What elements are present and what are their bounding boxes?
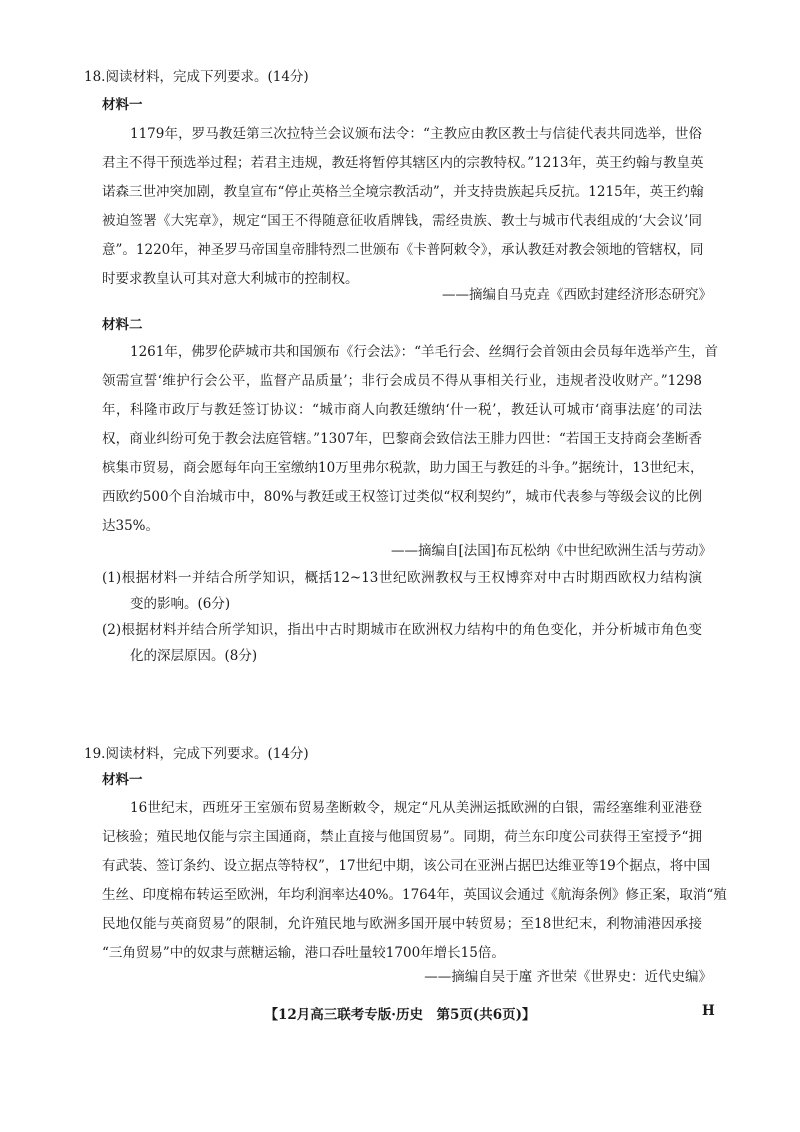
q18-m1-line-3: 诺森三世冲突加剧，教皇宣布“停止英格兰全境宗教活动”，并支持贵族起兵反抗。1215年，英王约翰	[102, 184, 704, 200]
q18-material-2-label: 材料二	[102, 317, 143, 333]
q18-m2-line-3: 年，科隆市政厅与教廷签订协议：“城市商人向教廷缴纳‘什一税’，教廷认可城市‘商事法庭’的司法	[102, 402, 702, 418]
q19-m1-line-2: 记核验；殖民地仅能与宗主国通商，禁止直接与他国贸易”。同期，荷兰东印度公司获得王室授予“拥	[102, 829, 702, 845]
q18-m1-line-6: 时要求教皇认可其对意大利城市的控制权。	[102, 271, 359, 287]
q18-sub2-line-2: 化的深层原因。(8分)	[130, 648, 258, 664]
q19-m1-line-6: “三角贸易”中的奴隶与蔗糖运输，港口吞吐量较1700年增长15倍。	[102, 945, 505, 961]
q18-sub1-line-2: 变的影响。(6分)	[130, 596, 231, 612]
question-19-title: 19.阅读材料，完成下列要求。(14分)	[84, 746, 309, 762]
q18-m1-line-4: 被迫签署《大宪章》，规定“国王不得随意征收盾牌钱，需经贵族、教士与城市代表组成的‘大会议’同	[102, 213, 702, 229]
q19-material-1-label: 材料一	[102, 772, 143, 788]
q18-m1-line-2: 君主不得干预选举过程；若君主违规，教廷将暂停其辖区内的宗教特权。”1213年，英王约翰与教皇英	[102, 155, 704, 171]
q18-m1-line-5: 意”。1220年，神圣罗马帝国皇帝腓特烈二世颁布《卡普阿敕令》，承认教廷对教会领地的管辖权，同	[102, 242, 704, 258]
question-18-title: 18.阅读材料，完成下列要求。(14分)	[84, 69, 309, 85]
q19-m1-line-1: 16世纪末，西班牙王室颁布贸易垄断敕令，规定“凡从美洲运抵欧洲的白银，需经塞维利亚港登	[130, 800, 702, 816]
q18-m2-line-5: 槟集市贸易，商会愿每年向王室缴纳10万里弗尔税款，助力国王与教廷的斗争。”据统计，13世纪末，	[102, 460, 704, 476]
q19-m1-line-5: 民地仅能与英商贸易”的限制，允许殖民地与欧洲多国开展中转贸易；至18世纪末，利物浦港因承接	[102, 916, 702, 932]
q18-m2-line-1: 1261年，佛罗伦萨城市共和国颁布《行会法》：“羊毛行会、丝绸行会首领由会员每年选举产生，首	[130, 344, 719, 360]
q18-m2-line-7: 达35%。	[102, 518, 160, 534]
q18-m2-source: ——摘编自[法国]布瓦松纳《中世纪欧洲生活与劳动》	[390, 543, 712, 559]
q18-m1-source: ——摘编自马克垚《西欧封建经济形态研究》	[442, 287, 712, 303]
paper-version-mark: H	[702, 1003, 715, 1019]
q18-m2-line-2: 领需宣誓‘维护行会公平，监督产品质量’；非行会成员不得从事相关行业，违规者没收财产。”1298	[102, 373, 702, 389]
q18-material-1-label: 材料一	[102, 97, 143, 113]
q18-m2-line-4: 权，商业纠纷可免于教会法庭管辖。”1307年，巴黎商会致信法王腓力四世：“若国王支持商会垄断香	[102, 431, 702, 447]
q18-sub2-line-1: (2)根据材料并结合所学知识，指出中古时期城市在欧洲权力结构中的角色变化，并分析城市角色变	[102, 622, 702, 638]
page-footer: 【12月高三联考专版·历史 第5页(共6页)】	[264, 1007, 536, 1023]
q19-m1-line-4: 生丝、印度棉布转运至欧洲，年均利润率达40%。1764年，英国议会通过《航海条例》修正案，取消“殖	[102, 887, 727, 903]
q18-m2-line-6: 西欧约500个自治城市中，80%与教廷或王权签订过类似“权利契约”，城市代表参与等级会议的比例	[102, 489, 702, 505]
q19-m1-source: ——摘编自吴于廑 齐世荣《世界史：近代史编》	[424, 969, 712, 985]
q18-sub1-line-1: (1)根据材料一并结合所学知识，概括12~13世纪欧洲教权与王权博弈对中古时期西欧权力结构演	[102, 570, 702, 586]
q19-m1-line-3: 有武装、签订条约、设立据点等特权”，17世纪中期，该公司在亚洲占据巴达维亚等19个据点，将中国	[102, 858, 711, 874]
q18-m1-line-1: 1179年，罗马教廷第三次拉特兰会议颁布法令：“主教应由教区教士与信徒代表共同选举，世俗	[130, 126, 702, 142]
